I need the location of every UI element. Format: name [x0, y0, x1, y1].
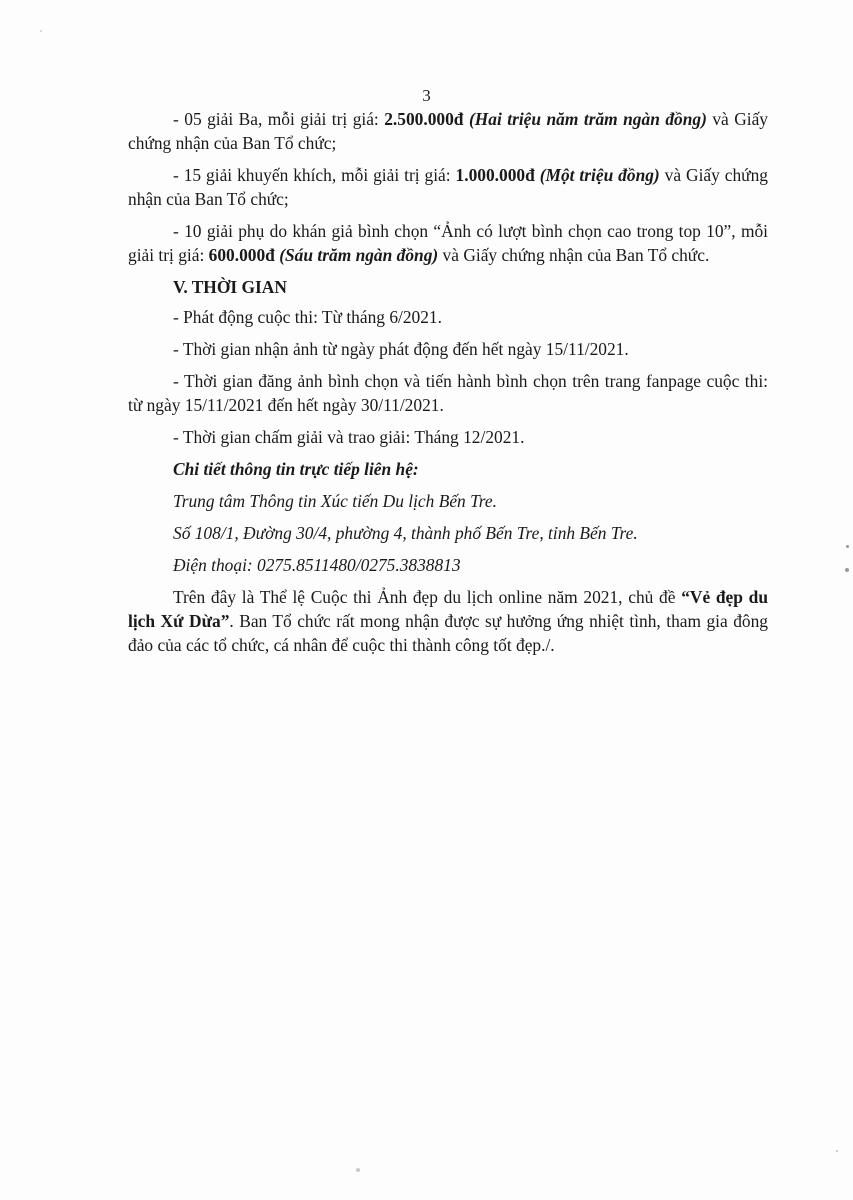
prize-audience-amount: 600.000đ	[208, 245, 275, 265]
contact-heading: Chi tiết thông tin trực tiếp liên hệ:	[173, 459, 419, 479]
page-number: 3	[422, 86, 431, 105]
closing-lead: Trên đây là Thể lệ Cuộc thi Ảnh đẹp du lịch online năm 2021, chủ đề	[173, 587, 682, 607]
prize-third-lead: - 05 giải Ba, mỗi giải trị giá:	[173, 109, 385, 129]
contact-phone: Điện thoại: 0275.8511480/0275.3838813	[173, 555, 461, 575]
scan-speck	[846, 545, 849, 548]
prize-audience-paragraph	[128, 219, 768, 267]
prize-third-amount: 2.500.000đ	[384, 109, 464, 129]
prize-third-tail: và Giấy chứng nhận của Ban Tổ chức;	[128, 109, 769, 153]
timeline-item: - Thời gian đăng ảnh bình chọn và tiến hành bình chọn trên trang fanpage cuộc thi: từ ngày 15/11/2021 đến hết ngày 30/11/2021.	[128, 371, 768, 415]
closing-theme: “Vẻ đẹp du lịch Xứ Dừa”	[128, 587, 769, 631]
scan-speck	[836, 1150, 838, 1152]
prize-audience-tail: và Giấy chứng nhận của Ban Tổ chức.	[438, 245, 710, 265]
prize-audience-lead: - 10 giải phụ do khán giả bình chọn “Ảnh có lượt bình chọn cao trong top 10”, mỗi giải trị giá:	[128, 221, 768, 265]
timeline-item: - Thời gian nhận ảnh từ ngày phát động đến hết ngày 15/11/2021.	[173, 339, 629, 359]
prize-encouragement-amount: 1.000.000đ	[455, 165, 535, 185]
prize-audience-amount-words: (Sáu trăm ngàn đồng)	[279, 245, 439, 265]
scan-speck	[40, 30, 42, 32]
prize-encouragement-tail: và Giấy chứng nhận của Ban Tổ chức;	[128, 165, 768, 209]
prize-third-amount-words: (Hai triệu năm trăm ngàn đồng)	[468, 109, 707, 129]
closing-paragraph	[128, 585, 768, 657]
timeline-item: - Thời gian chấm giải và trao giải: Tháng 12/2021.	[173, 427, 525, 447]
timeline-item: - Phát động cuộc thi: Từ tháng 6/2021.	[173, 307, 442, 327]
scan-speck	[356, 1168, 360, 1172]
prize-encouragement-lead: - 15 giải khuyến khích, mỗi giải trị giá:	[173, 165, 456, 185]
contact-address: Số 108/1, Đường 30/4, phường 4, thành phố Bến Tre, tỉnh Bến Tre.	[173, 523, 638, 543]
section-v-heading: V. THỜI GIAN	[173, 277, 287, 297]
document-body	[128, 107, 768, 665]
prize-third-paragraph	[128, 107, 768, 155]
prize-encouragement-amount-words: (Một triệu đồng)	[539, 165, 660, 185]
closing-tail: . Ban Tổ chức rất mong nhận được sự hưởng ứng nhiệt tình, tham gia đông đảo của các tổ chức, cá nhân để cuộc thi thành công tốt đẹp./.	[128, 611, 768, 655]
prize-encouragement-paragraph	[128, 163, 768, 211]
contact-org: Trung tâm Thông tin Xúc tiến Du lịch Bến Tre.	[173, 491, 497, 511]
scan-speck	[845, 568, 849, 572]
